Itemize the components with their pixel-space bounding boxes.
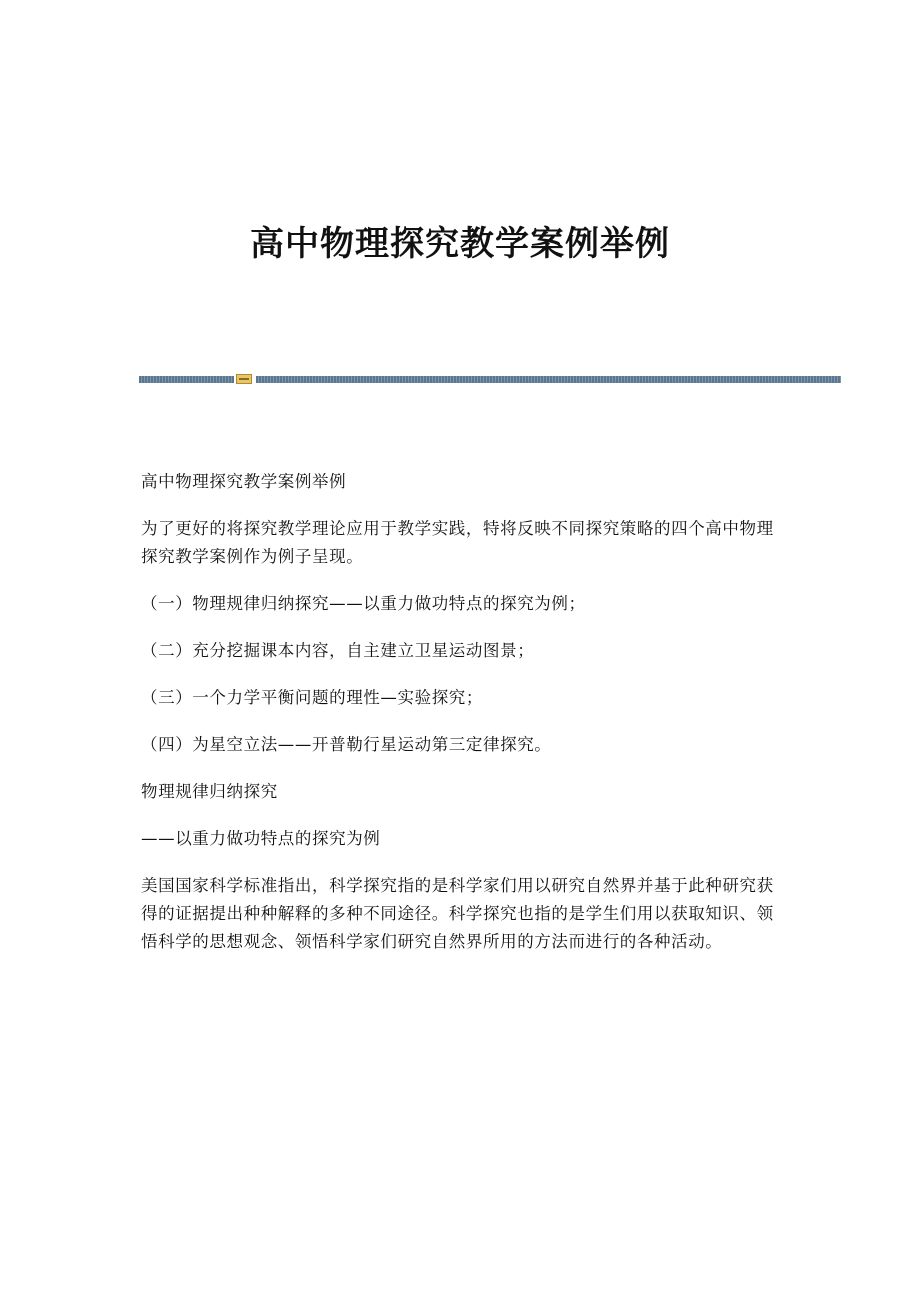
document-body xyxy=(141,468,781,975)
body-paragraph: 美国国家科学标准指出，科学探究指的是科学家们用以研究自然界并基于此种研究获得的证据提出种种解释的多种不同途径。科学探究也指的是学生们用以获取知识、领悟科学的思想观念、领悟科学家们研究自然界所用的方法而进行的各种活动。 xyxy=(141,876,774,951)
subtitle-paragraph: 高中物理探究教学案例举例 xyxy=(141,472,347,491)
section-subheading: ——以重力做功特点的探究为例 xyxy=(141,829,381,848)
case-item-2: （二）充分挖掘课本内容，自主建立卫星运动图景； xyxy=(141,641,535,660)
divider-bar-right xyxy=(256,376,841,383)
case-item-4: （四）为星空立法——开普勒行星运动第三定律探究。 xyxy=(141,735,552,754)
case-item-1: （一）物理规律归纳探究——以重力做功特点的探究为例； xyxy=(141,594,586,613)
decorative-divider xyxy=(139,374,841,384)
document-title: 高中物理探究教学案例举例 xyxy=(250,224,670,264)
case-item-3: （三）一个力学平衡问题的理性—实验探究； xyxy=(141,688,483,707)
section-heading: 物理规律归纳探究 xyxy=(141,782,278,801)
intro-paragraph: 为了更好的将探究教学理论应用于教学实践，特将反映不同探究策略的四个高中物理探究教学案例作为例子呈现。 xyxy=(141,519,774,566)
divider-bar-left xyxy=(139,376,234,383)
divider-ornament-icon xyxy=(236,374,252,384)
